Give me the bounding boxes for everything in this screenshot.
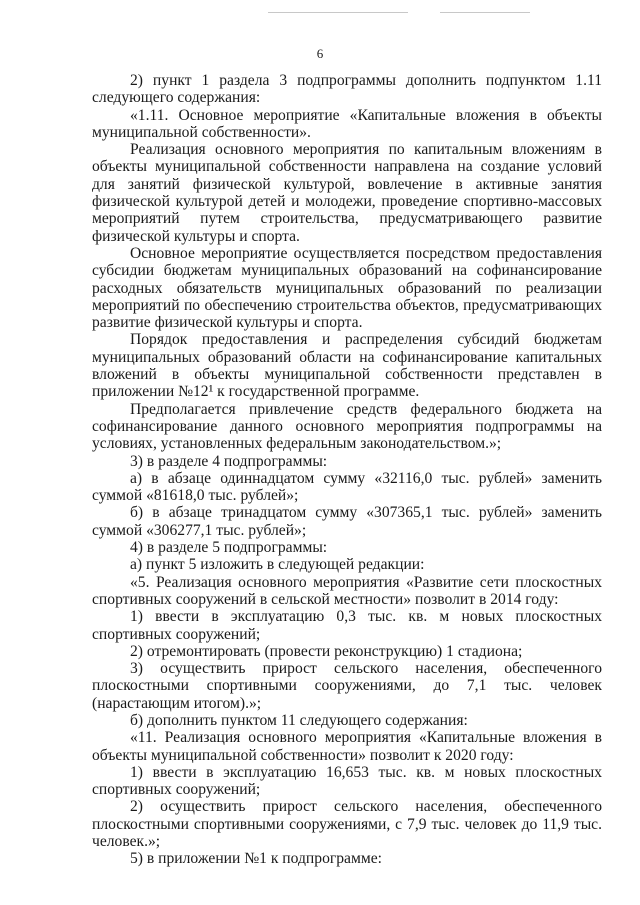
document-body <box>92 72 602 868</box>
paragraph: Порядок предоставления и распределения субсидий бюджетам муниципальных образований области на софинансирование капитальных вложений в объекты муниципальной собственности представлен в приложении №12¹ к государственной программе. <box>92 331 602 401</box>
paragraph: а) пункт 5 изложить в следующей редакции: <box>130 556 425 574</box>
paragraph: 2) пункт 1 раздела 3 подпрограммы дополнить подпунктом 1.11 следующего содержания: <box>92 72 602 107</box>
paragraph: Основное мероприятие осуществляется посредством предоставления субсидии бюджетам муниципальных образований на софинансирование расходных обязательств муниципальных образований по реализации мероприятий по обеспечению строительства объектов, предусматривающих развитие физической культуры и спорта. <box>92 244 602 332</box>
paragraph: Реализация основного мероприятия по капитальным вложениям в объекты муниципальной собственности направлена на создание условий для занятий физической культурой, вовлечение в активные занятия физической культурой детей и молодежи, проведение спортивно-массовых мероприятий путем строительства, предусматривающего развитие физической культуры и спорта. <box>92 141 602 245</box>
paragraph: «1.11. Основное мероприятие «Капитальные вложения в объекты муниципальной собственности». <box>92 106 602 141</box>
paragraph: 2) отремонтировать (провести реконструкцию) 1 стадиона; <box>130 642 523 660</box>
paragraph: Предполагается привлечение средств федерального бюджета на софинансирование данного основного мероприятия подпрограммы на условиях, установленных федеральным законодательством.»; <box>92 400 602 453</box>
paragraph: б) в абзаце тринадцатом сумму «307365,1 тыс. рублей» заменить суммой «306277,1 тыс. рублей»; <box>92 504 602 539</box>
paragraph: «11. Реализация основного мероприятия «Капитальные вложения в объекты муниципальной собственности» позволит к 2020 году: <box>92 729 602 764</box>
paragraph: б) дополнить пунктом 11 следующего содержания: <box>130 711 468 729</box>
scan-artifact-line <box>440 12 530 13</box>
page-number: 6 <box>316 46 324 61</box>
paragraph: «5. Реализация основного мероприятия «Развитие сети плоскостных спортивных сооружений в сельской местности» позволит в 2014 году: <box>92 573 602 608</box>
paragraph: 5) в приложении №1 к подпрограмме: <box>130 850 382 868</box>
scan-artifact-line <box>268 12 408 13</box>
paragraph: 3) осуществить прирост сельского населения, обеспеченного плоскостными спортивными сооружениями, до 7,1 тыс. человек (нарастающим итогом).»; <box>92 660 602 712</box>
paragraph: 4) в разделе 5 подпрограммы: <box>130 539 328 557</box>
paragraph: 1) ввести в эксплуатацию 16,653 тыс. кв. м новых плоскостных спортивных сооружений; <box>92 763 602 799</box>
paragraph: 3) в разделе 4 подпрограммы: <box>130 452 328 470</box>
paragraph: 1) ввести в эксплуатацию 0,3 тыс. кв. м новых плоскостных спортивных сооружений; <box>92 608 602 643</box>
paragraph: а) в абзаце одиннадцатом сумму «32116,0 тыс. рублей» заменить суммой «81618,0 тыс. рублей»; <box>92 469 602 505</box>
paragraph: 2) осуществить прирост сельского населения, обеспеченного плоскостными спортивными сооружениями, с 7,9 тыс. человек до 11,9 тыс. человек.»; <box>92 798 602 851</box>
